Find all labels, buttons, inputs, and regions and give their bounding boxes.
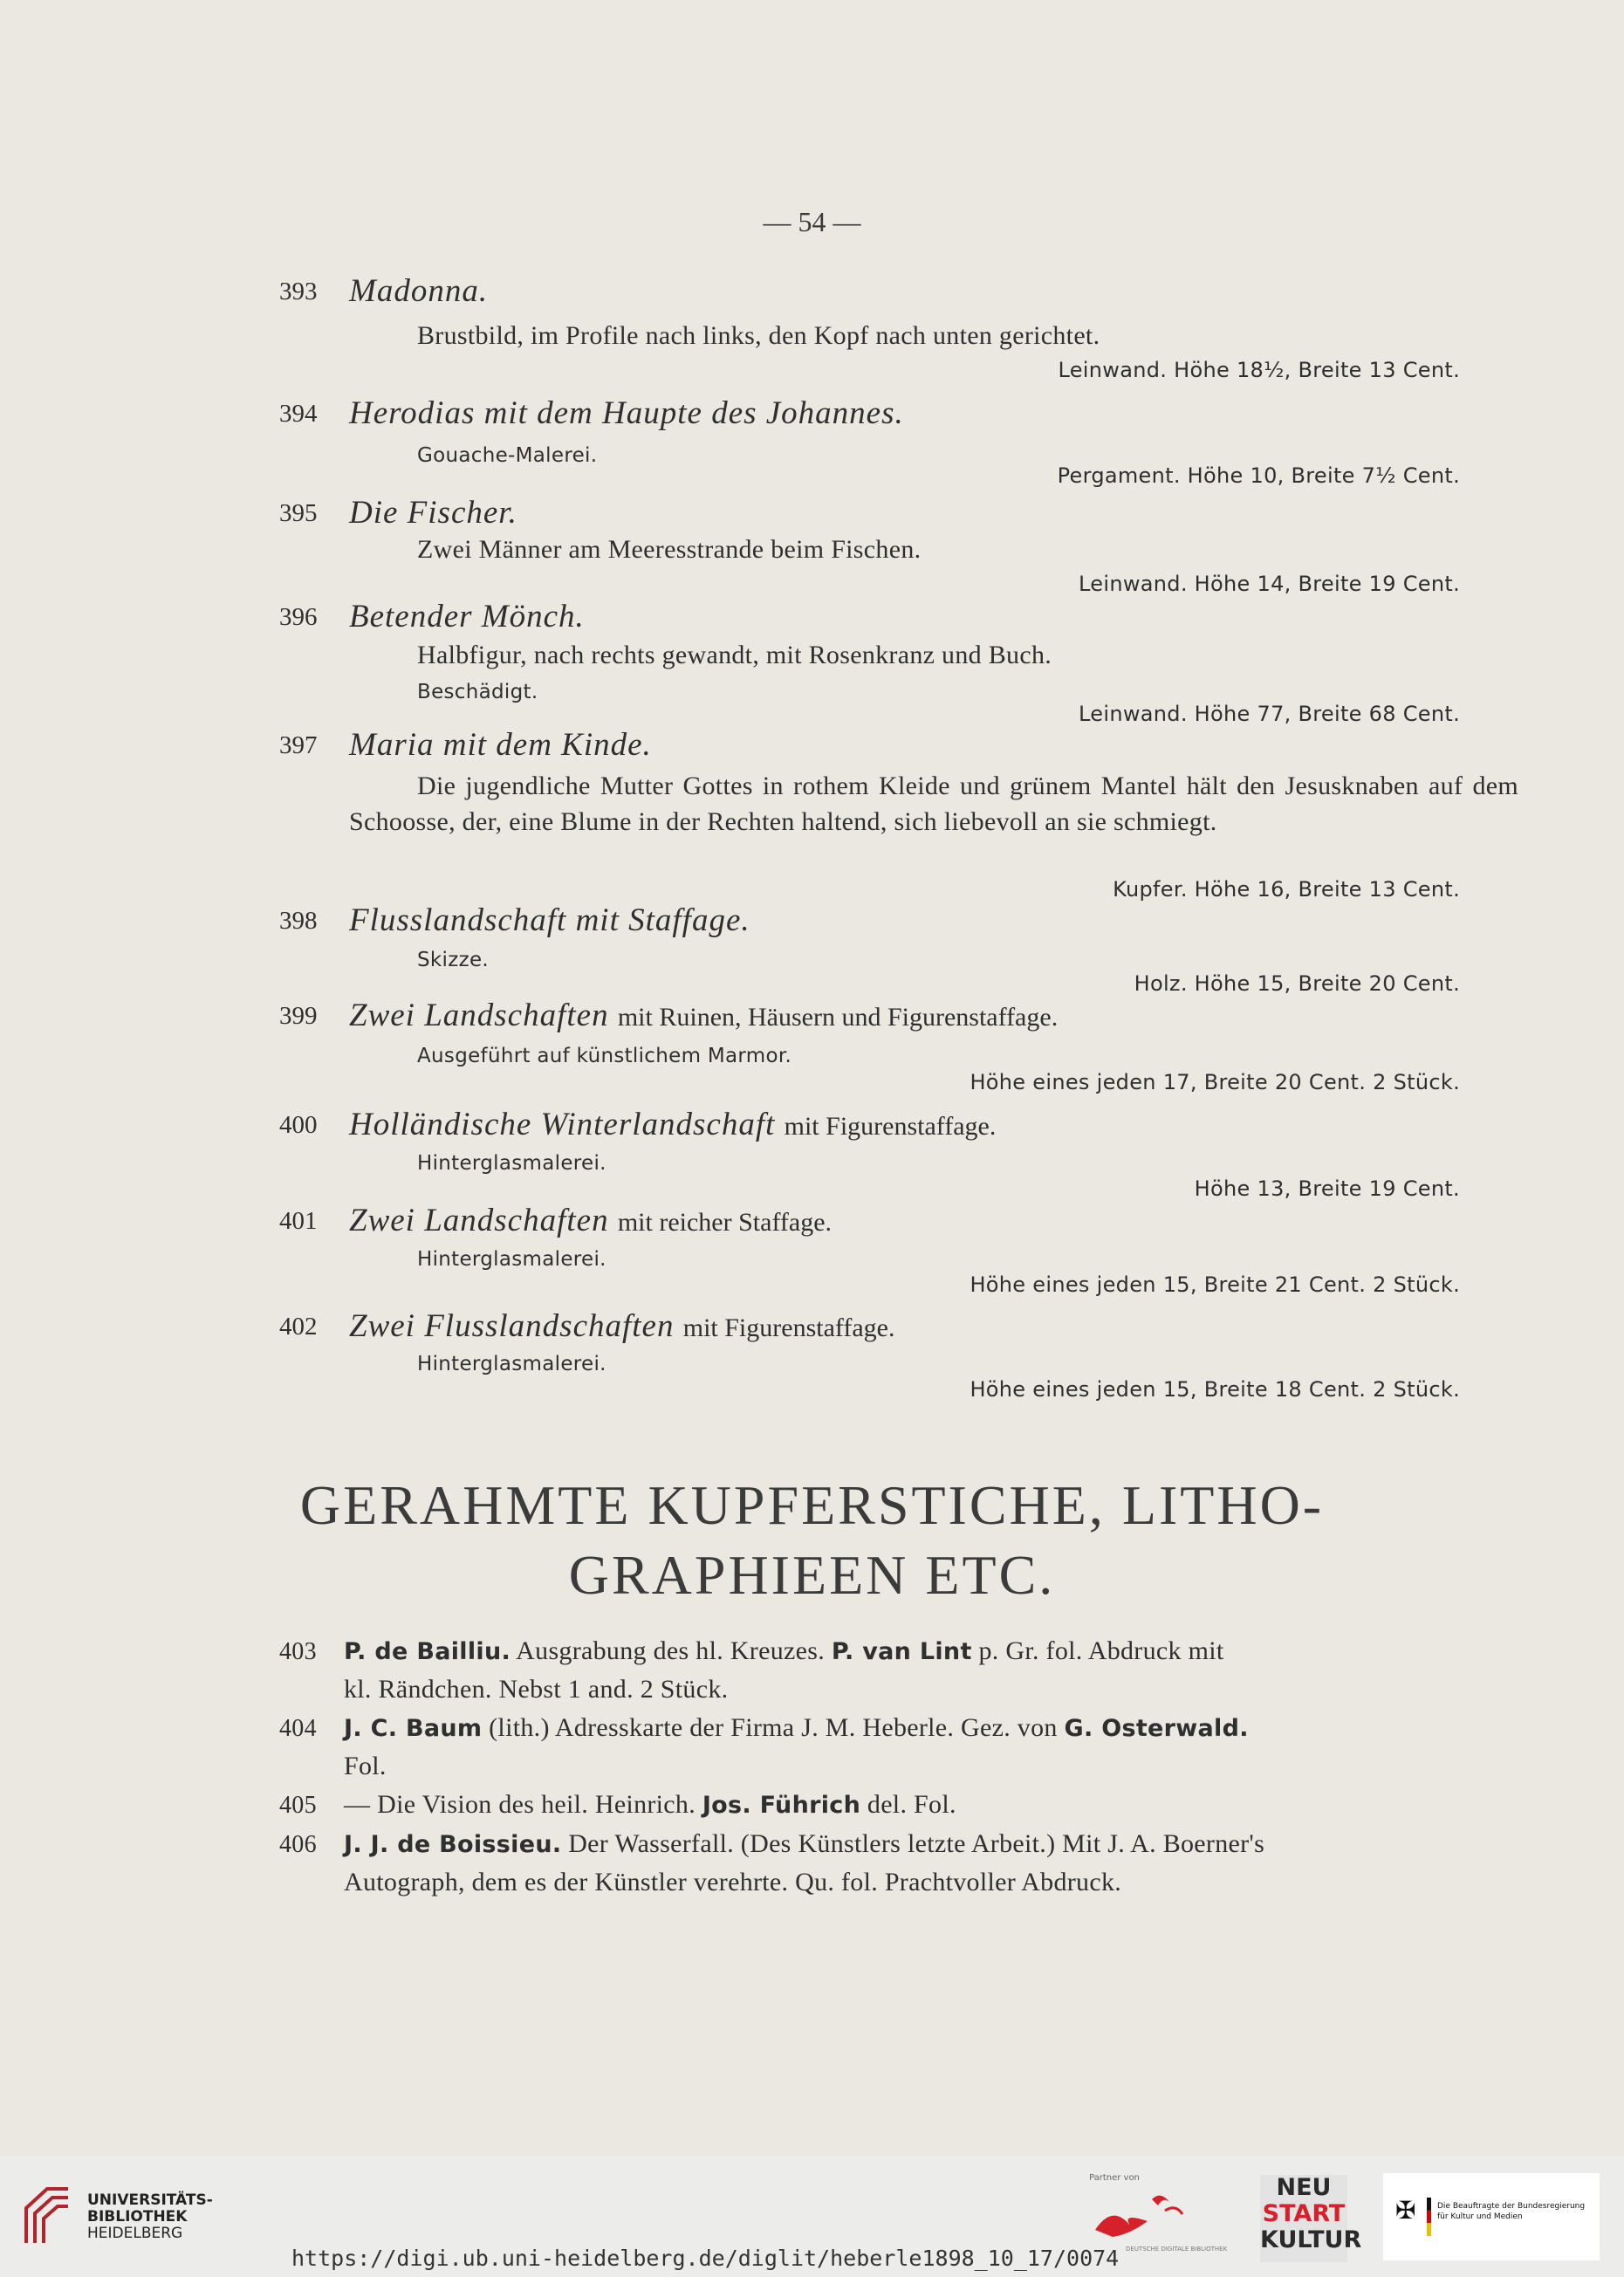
bund-line: für Kultur und Medien xyxy=(1437,2212,1523,2221)
lot-title: Maria mit dem Kinde. xyxy=(349,727,652,763)
lot-note: Beschädigt. xyxy=(417,681,538,703)
entry-artist: J. J. de Boissieu. xyxy=(344,1831,562,1858)
page-number: — 54 — xyxy=(763,206,861,237)
lot-dimensions: Höhe eines jeden 15, Breite 21 Cent. 2 Stück. xyxy=(970,1272,1460,1297)
catalog-entry xyxy=(279,1825,1518,1901)
permalink-url[interactable]: https://digi.ub.uni-heidelberg.de/diglit/heberle1898_10_17/0074 xyxy=(291,2246,1120,2271)
lot-number: 393 xyxy=(279,278,318,305)
lot-number: 401 xyxy=(279,1207,318,1235)
lot-title xyxy=(349,1202,832,1239)
lot-number: 399 xyxy=(279,1002,318,1030)
lot-number: 402 xyxy=(279,1313,318,1341)
footer-bar xyxy=(0,2156,1624,2277)
lot-note: Hinterglasmalerei. xyxy=(417,1248,606,1271)
entry-number: 405 xyxy=(279,1792,317,1819)
entry-line xyxy=(279,1709,1518,1747)
university-library-name xyxy=(87,2192,213,2242)
lot-dimensions: Höhe eines jeden 17, Breite 20 Cent. 2 Stück. xyxy=(970,1070,1460,1094)
library-name-line: HEIDELBERG xyxy=(87,2225,183,2242)
entry-artist: J. C. Baum xyxy=(344,1715,483,1742)
entry-line xyxy=(279,1825,1518,1863)
lot-note: Skizze. xyxy=(417,949,490,971)
catalog-entry xyxy=(279,1632,1518,1708)
entry-continuation: Autograph, dem es der Künstler verehrte. Qu. fol. Prachtvoller Abdruck. xyxy=(344,1868,1122,1896)
lot-dimensions: Leinwand. Höhe 77, Breite 68 Cent. xyxy=(1079,702,1460,726)
neustart-kultur-logo xyxy=(1260,2174,1362,2262)
entry-text: (lith.) Adresskarte der Firma J. M. Heberle. Gez. von xyxy=(482,1713,1065,1742)
neustart-line: KULTUR xyxy=(1260,2226,1362,2253)
lot-note: Hinterglasmalerei. xyxy=(417,1152,606,1175)
lot-title-tail: mit reicher Staffage. xyxy=(617,1208,833,1237)
lot-title-text: Zwei Landschaften xyxy=(349,998,609,1033)
lot-title-text: Zwei Flusslandschaften xyxy=(349,1308,675,1344)
section-heading-line-1: GERAHMTE KUPFERSTICHE, LITHO- xyxy=(299,1474,1325,1536)
entry-continuation: Fol. xyxy=(344,1752,387,1780)
ddb-logo-icon xyxy=(1086,2186,1226,2247)
lot-description: Die jugendliche Mutter Gottes in rothem Kleide und grünem Mantel hält den Jesusknaben auf dem Schoosse, der, eine Blume in der Rechten haltend, sich liebevoll an sie schmiegt. xyxy=(349,772,1518,836)
library-name-line: BIBLIOTHEK xyxy=(87,2208,188,2226)
federal-government-logo xyxy=(1383,2173,1600,2260)
lot-title: Herodias mit dem Haupte des Johannes. xyxy=(349,395,904,431)
lot-number: 395 xyxy=(279,499,318,527)
lot-number: 400 xyxy=(279,1111,318,1139)
entry-number: 406 xyxy=(279,1831,317,1858)
lot-title: Madonna. xyxy=(349,273,489,309)
lot-title xyxy=(349,1307,894,1345)
lot-description: Brustbild, im Profile nach links, den Kopf nach unten gerichtet. xyxy=(417,321,1100,350)
lot-title-tail: mit Figurenstaffage. xyxy=(784,1112,997,1141)
lot-dimensions: Leinwand. Höhe 18½, Breite 13 Cent. xyxy=(1058,358,1460,382)
entry-text: Der Wasserfall. (Des Künstlers letzte Arbeit.) Mit J. A. Boerner's xyxy=(561,1829,1265,1858)
lot-note: Ausgeführt auf künstlichem Marmor. xyxy=(417,1045,792,1067)
lot-number: 397 xyxy=(279,731,318,759)
lot-dimensions: Leinwand. Höhe 14, Breite 19 Cent. xyxy=(1079,572,1460,596)
catalog-entry xyxy=(279,1709,1518,1785)
lot-title xyxy=(349,997,1058,1034)
bund-line: Die Beauftragte der Bundesregierung xyxy=(1437,2202,1586,2211)
lot-dimensions: Höhe 13, Breite 19 Cent. xyxy=(1194,1176,1460,1201)
lot-note: Hinterglasmalerei. xyxy=(417,1353,606,1375)
neustart-line: NEU xyxy=(1276,2174,1332,2201)
lot-description: Zwei Männer am Meeresstrande beim Fischen. xyxy=(417,535,922,564)
entry-continuation: kl. Rändchen. Nebst 1 and. 2 Stück. xyxy=(344,1675,729,1704)
lot-title: Betender Mönch. xyxy=(349,599,585,634)
lot-title-tail: mit Ruinen, Häusern und Figurenstaffage. xyxy=(617,1003,1059,1032)
entry-number: 404 xyxy=(279,1715,317,1742)
entry-artist: P. de Bailliu. xyxy=(344,1638,511,1665)
eagle-icon: ✠ xyxy=(1395,2198,1416,2225)
entry-artist-2: P. van Lint xyxy=(831,1638,972,1665)
lot-title-tail: mit Figurenstaffage. xyxy=(682,1313,895,1342)
entry-number: 403 xyxy=(279,1638,317,1665)
lot-number: 398 xyxy=(279,907,318,935)
lot-number: 394 xyxy=(279,400,318,428)
lot-dimensions: Holz. Höhe 15, Breite 20 Cent. xyxy=(1134,971,1460,996)
partner-label: Partner von xyxy=(1089,2173,1140,2183)
lot-title: Flusslandschaft mit Staffage. xyxy=(349,902,750,938)
federal-commissioner-label xyxy=(1437,2201,1585,2222)
university-library-logo-icon xyxy=(17,2182,72,2250)
flag-stripe xyxy=(1427,2198,1431,2236)
entry-artist-2: G. Osterwald. xyxy=(1064,1715,1249,1742)
entry-text-2: p. Gr. fol. Abdruck mit xyxy=(971,1636,1224,1665)
entry-text: Ausgrabung des hl. Kreuzes. xyxy=(510,1636,832,1665)
ddb-label: DEUTSCHE DIGITALE BIBLIOTHEK xyxy=(1126,2246,1228,2253)
library-name-line: UNIVERSITÄTS- xyxy=(87,2191,213,2209)
lot-title: Die Fischer. xyxy=(349,495,517,531)
lot-description: Halbfigur, nach rechts gewandt, mit Rosenkranz und Buch. xyxy=(417,641,1052,669)
neustart-line: START xyxy=(1262,2200,1346,2227)
entry-text-2: del. Fol. xyxy=(860,1790,956,1819)
entry-text: — Die Vision des heil. Heinrich. xyxy=(344,1790,702,1819)
lot-dimensions: Kupfer. Höhe 16, Breite 13 Cent. xyxy=(1113,877,1460,902)
lot-dimensions: Pergament. Höhe 10, Breite 7½ Cent. xyxy=(1057,463,1460,488)
lot-title-text: Holländische Winterlandschaft xyxy=(349,1107,776,1142)
lot-note: Gouache-Malerei. xyxy=(417,444,598,467)
entry-line xyxy=(279,1632,1518,1670)
lot-dimensions: Höhe eines jeden 15, Breite 18 Cent. 2 Stück. xyxy=(970,1377,1460,1402)
entry-line xyxy=(279,1786,1518,1824)
lot-title-text: Zwei Landschaften xyxy=(349,1203,609,1238)
section-heading-line-2: GRAPHIEEN ETC. xyxy=(568,1544,1056,1606)
lot-number: 396 xyxy=(279,603,318,631)
entry-artist: Jos. Führich xyxy=(702,1792,861,1819)
lot-title xyxy=(349,1106,996,1143)
catalog-entry xyxy=(279,1786,1518,1824)
